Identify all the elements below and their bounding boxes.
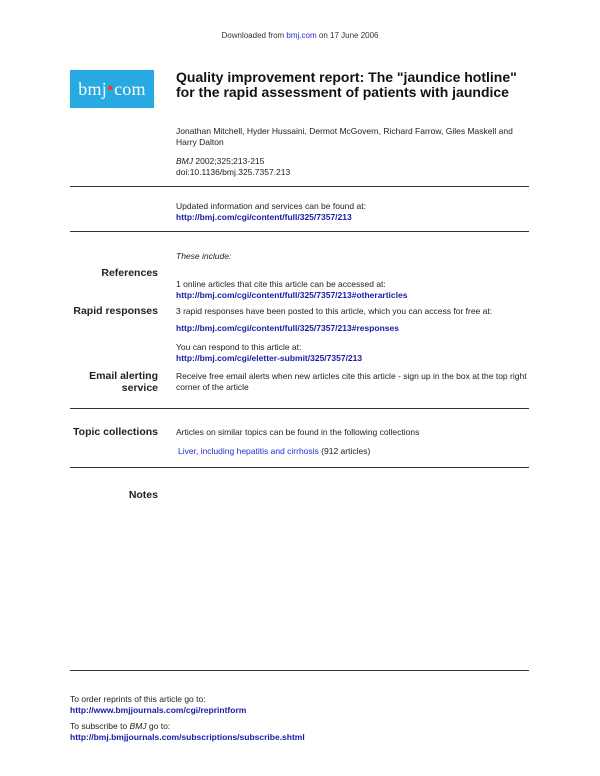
- divider-2: [70, 231, 529, 232]
- these-include-text: These include:: [176, 251, 232, 261]
- download-prefix: Downloaded from: [221, 31, 287, 40]
- divider-4: [70, 467, 529, 468]
- article-title: Quality improvement report: The "jaundice hotline" for the rapid assessment of patients with jaundice: [176, 69, 517, 100]
- email-alerting-label-line1: Email alerting: [89, 370, 158, 382]
- bmj-logo: bmj • com: [70, 70, 154, 108]
- divider-5: [70, 670, 529, 671]
- logo-text-left: bmj: [78, 78, 107, 99]
- reprints-text: To order reprints of this article go to:: [70, 694, 206, 704]
- updated-link[interactable]: http://bmj.com/cgi/content/full/325/7357/213: [176, 212, 352, 222]
- subscribe-prefix: To subscribe to: [70, 721, 130, 731]
- subscribe-suffix: go to:: [146, 721, 171, 731]
- references-text: 1 online articles that cite this article can be accessed at:: [176, 279, 386, 289]
- download-notice: [0, 30, 600, 41]
- topic-collection-item: [178, 446, 370, 457]
- rapid-responses-label: Rapid responses: [73, 305, 158, 317]
- notes-label: Notes: [128, 489, 158, 501]
- updated-text: Updated information and services can be found at:: [176, 201, 366, 211]
- rapid-responses-text: 3 rapid responses have been posted to this article, which you can access for free at:: [176, 306, 493, 316]
- download-site-link[interactable]: bmj.com: [286, 31, 317, 40]
- subscribe-journal: BMJ: [129, 721, 147, 731]
- topic-collection-link[interactable]: Liver, including hepatitis and cirrhosis: [178, 446, 319, 456]
- logo-text-right: com: [114, 78, 146, 99]
- references-label: References: [101, 267, 158, 279]
- respond-text: You can respond to this article at:: [176, 342, 302, 352]
- these-include: [176, 251, 231, 262]
- email-alerting-label: [89, 370, 158, 394]
- journal-name: BMJ: [176, 156, 193, 166]
- subscribe-text: [70, 721, 170, 732]
- download-suffix: on 17 June 2006: [316, 31, 379, 40]
- references-link[interactable]: http://bmj.com/cgi/content/full/325/7357/213#otherarticles: [176, 290, 408, 300]
- article-doi: doi:10.1136/bmj.325.7357.213: [176, 167, 291, 177]
- reprints-link[interactable]: http://www.bmjjournals.com/cgi/reprintform: [70, 705, 247, 715]
- email-alerting-text: Receive free email alerts when new articles cite this article - sign up in the box at the top right corner of the article: [176, 371, 527, 392]
- respond-link[interactable]: http://bmj.com/cgi/eletter-submit/325/7357/213: [176, 353, 363, 363]
- divider-3: [70, 408, 529, 409]
- article-authors: Jonathan Mitchell, Hyder Hussaini, Dermot McGovern, Richard Farrow, Giles Maskell and Harry Dalton: [176, 126, 513, 147]
- article-citation: [176, 156, 264, 167]
- citation-detail: 2002;325;213-215: [193, 156, 265, 166]
- divider-1: [70, 186, 529, 187]
- topic-collection-count: (912 articles): [318, 446, 371, 456]
- email-alerting-label-line2: service: [121, 382, 158, 394]
- topic-collections-label: Topic collections: [73, 426, 158, 438]
- rapid-responses-link[interactable]: http://bmj.com/cgi/content/full/325/7357/213#responses: [176, 323, 399, 333]
- subscribe-link[interactable]: http://bmj.bmjjournals.com/subscriptions/subscribe.shtml: [70, 732, 305, 742]
- topic-collections-text: Articles on similar topics can be found in the following collections: [176, 427, 420, 437]
